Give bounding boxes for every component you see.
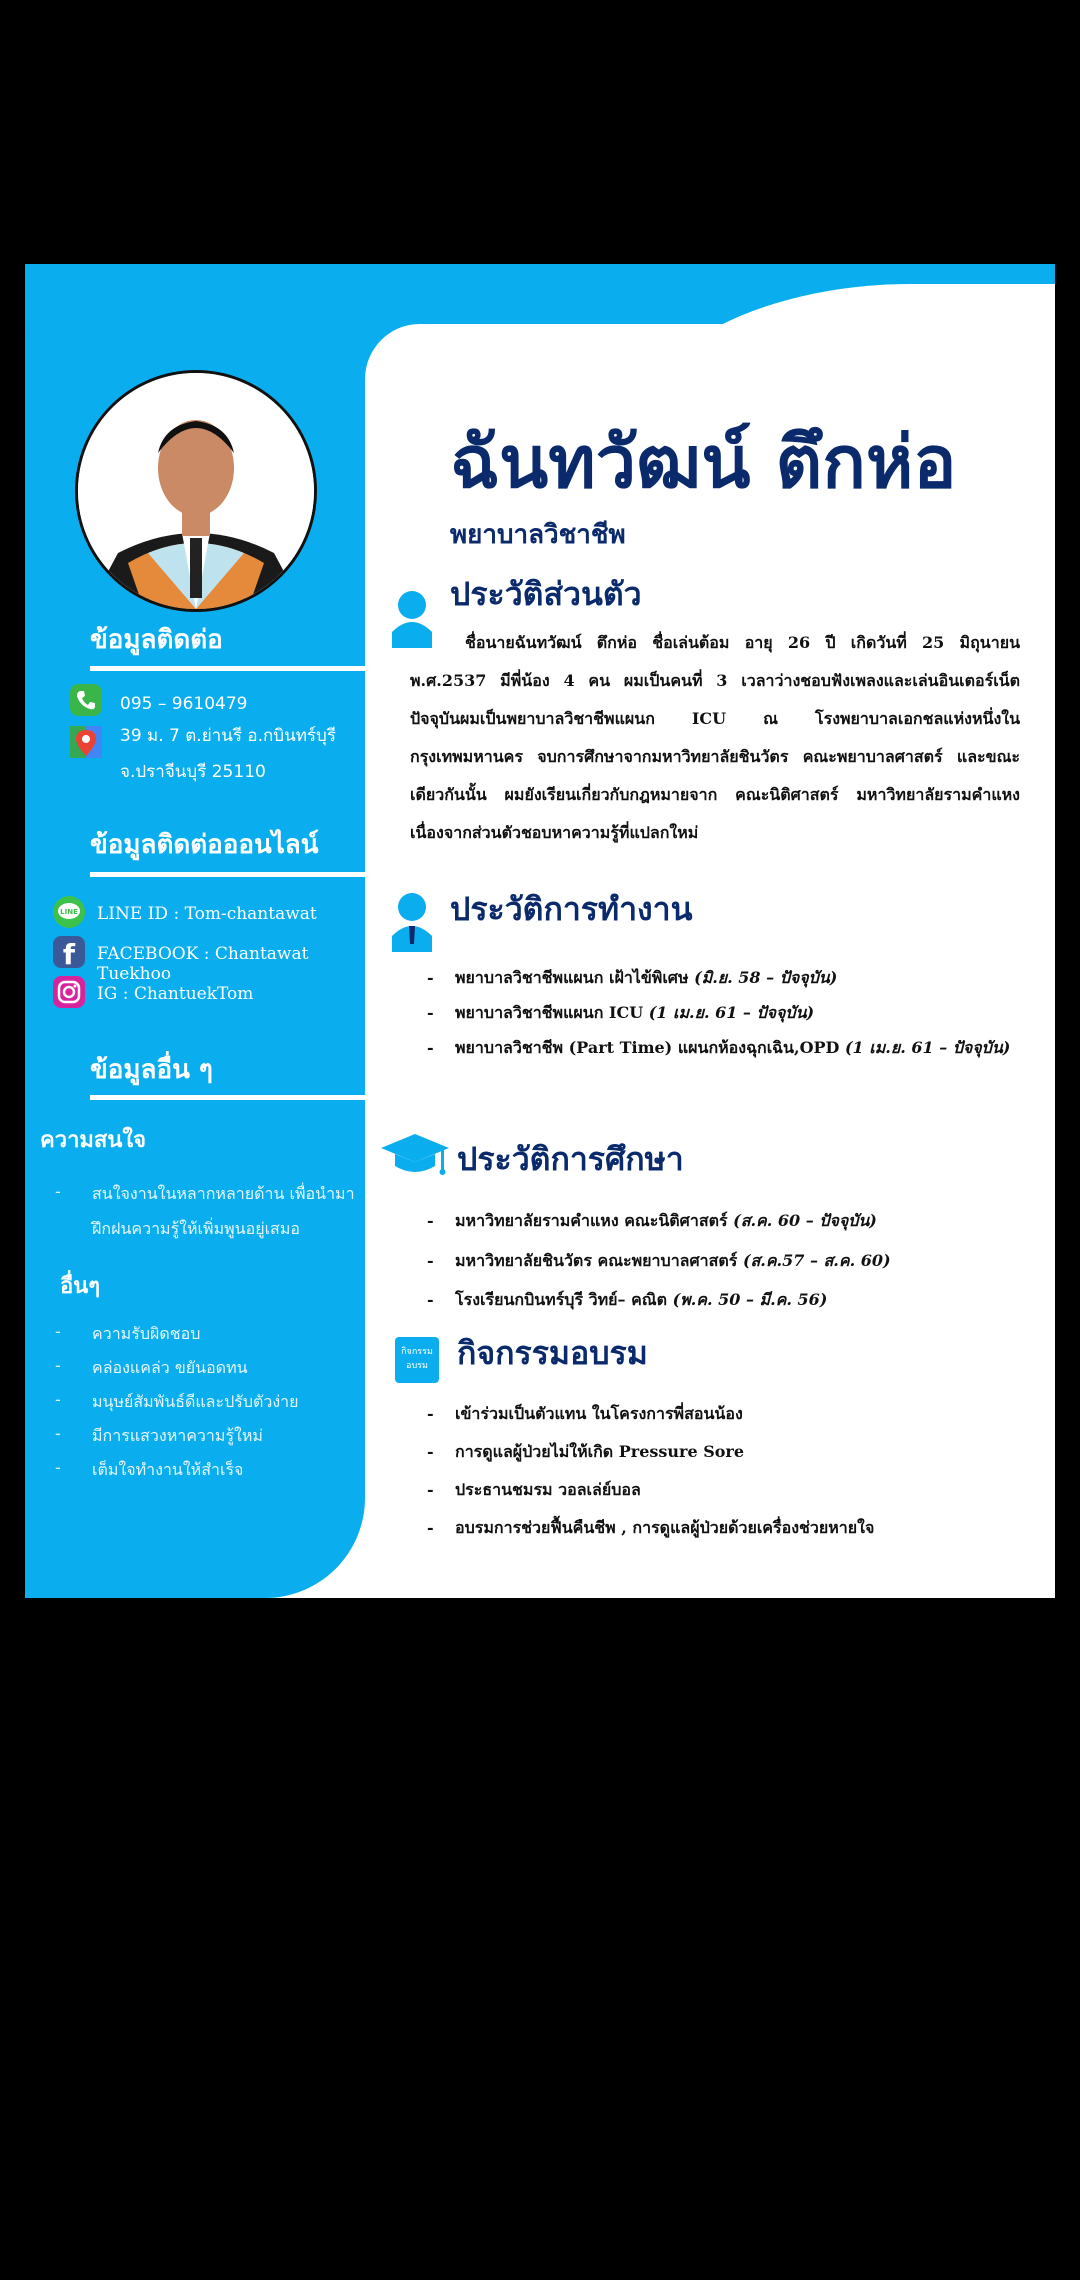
facebook-id[interactable]: FACEBOOK : Chantawat Tuekhoo xyxy=(97,944,309,984)
interest-item: สนใจงานในหลากหลายด้าน เพื่อนำมา xyxy=(92,1184,355,1203)
svg-text:f: f xyxy=(62,938,76,968)
instagram-icon xyxy=(53,976,85,1008)
interest-heading: ความสนใจ xyxy=(40,1127,147,1153)
address-line-2: จ.ปราจีนบุรี 25110 xyxy=(120,762,266,782)
misc-dash: - xyxy=(55,1390,61,1409)
profile-heading: ประวัติส่วนตัว xyxy=(450,575,642,613)
misc-dash: - xyxy=(55,1322,61,1341)
misc-heading: อื่นๆ xyxy=(60,1273,101,1299)
scroll-icon xyxy=(395,1337,439,1383)
misc-item: เต็มใจทำงานให้สำเร็จ xyxy=(92,1460,244,1479)
misc-dash: - xyxy=(55,1424,61,1443)
address-line-1: 39 ม. 7 ต.ย่านรี อ.กบินทร์บุรี xyxy=(120,726,336,746)
avatar xyxy=(75,370,317,612)
misc-item: คล่องแคล่ว ขยันอดทน xyxy=(92,1358,248,1377)
contact-rule xyxy=(90,666,390,671)
sidebar xyxy=(25,264,365,1598)
scroll-icon-label: กิจกรรม อบรม xyxy=(401,1347,433,1371)
misc-dash: - xyxy=(55,1458,61,1477)
svg-text:LINE: LINE xyxy=(60,908,78,916)
job-title: พยาบาลวิชาชีพ xyxy=(450,520,626,550)
page-title: ฉันทวัฒน์ ตึกห่อ xyxy=(450,419,957,504)
profile-text: ชื่อนายฉันทวัฒน์ ตึกห่อ ชื่อเล่นต้อม อายุ 26 ปี เกิดวันที่ 25 มิถุนายน พ.ศ.2537 มีพี่น้อง 4 คน ผมเป็นคนที่ 3 เวลาว่างชอบฟังเพลงและเล่นอินเตอร์เน็ต ปัจจุบันผมเป็นพยาบาลวิชาชีพแผนก ICU ณ โรงพยาบาลเอกชลแห่งหนึ่งในกรุงเทพมหานคร จบการศึกษาจากมหาวิทยาลัยชินวัตร คณะพยาบาลศาสตร์ และขณะเดียวกันนั้น ผมยังเรียนเกี่ยวกับกฎหมายจาก คณะนิติศาสตร์ มหาวิทยาลัยรามคำแหง เนื่องจากส่วนตัวชอบหาความรู้ที่แปลกใหม่ xyxy=(410,633,1020,842)
line-id[interactable]: LINE ID : Tom-chantawat xyxy=(97,904,317,924)
education-item: - โรงเรียนกบินทร์บุรี วิทย์– คณิต (พ.ค. 50 – มี.ค. 56) xyxy=(455,1283,1025,1316)
interest-dash-1: - xyxy=(55,1182,61,1201)
work-item: - พยาบาลวิชาชีพ (Part Time) แผนกห้องฉุกเฉิน,OPD (1 เม.ย. 61 – ปัจจุบัน) xyxy=(455,1031,1025,1064)
facebook-icon xyxy=(53,936,85,968)
other-heading: ข้อมูลอื่น ๆ xyxy=(90,1055,213,1085)
instagram-id[interactable]: IG : ChantuekTom xyxy=(97,984,254,1004)
education-heading: ประวัติการศึกษา xyxy=(457,1140,684,1178)
misc-item: มีการแสวงหาความรู้ใหม่ xyxy=(92,1426,263,1445)
work-heading: ประวัติการทำงาน xyxy=(450,890,693,928)
training-heading: กิจกรรมอบรม xyxy=(457,1334,648,1372)
other-rule xyxy=(90,1095,390,1100)
education-item: - มหาวิทยาลัยรามคำแหง คณะนิติศาสตร์ (ส.ค. 60 – ปัจจุบัน) xyxy=(455,1204,1025,1237)
phone-icon xyxy=(70,684,102,716)
graduation-cap-icon xyxy=(381,1134,449,1176)
training-item: - การดูแลผู้ป่วยไม่ให้เกิด Pressure Sore xyxy=(455,1435,1025,1468)
online-heading: ข้อมูลติดต่อออนไลน์ xyxy=(90,830,319,860)
training-item: - เข้าร่วมเป็นตัวแทน ในโครงการพี่สอนน้อง xyxy=(455,1397,1025,1430)
line-icon xyxy=(53,896,85,928)
resume-page xyxy=(25,264,1055,1598)
map-pin-icon xyxy=(70,726,102,758)
online-rule xyxy=(90,872,390,877)
training-item: - อบรมการช่วยฟื้นคืนชีพ , การดูแลผู้ป่วยด้วยเครื่องช่วยหายใจ xyxy=(455,1511,1025,1544)
contact-heading: ข้อมูลติดต่อ xyxy=(90,625,223,655)
education-item: - มหาวิทยาลัยชินวัตร คณะพยาบาลศาสตร์ (ส.ค.57 – ส.ค. 60) xyxy=(455,1244,1025,1277)
phone-number: 095 – 9610479 xyxy=(120,694,248,714)
misc-item: ความรับผิดชอบ xyxy=(92,1324,201,1343)
misc-dash: - xyxy=(55,1356,61,1375)
worker-icon xyxy=(390,892,434,952)
work-item: - พยาบาลวิชาชีพแผนก เฝ้าไข้พิเศษ (มิ.ย. 58 – ปัจจุบัน) xyxy=(455,961,1025,994)
interest-item: ฝึกฝนความรู้ให้เพิ่มพูนอยู่เสมอ xyxy=(92,1219,300,1238)
work-item: - พยาบาลวิชาชีพแผนก ICU (1 เม.ย. 61 – ปัจจุบัน) xyxy=(455,996,1025,1029)
misc-item: มนุษย์สัมพันธ์ดีและปรับตัวง่าย xyxy=(92,1392,299,1411)
training-item: - ประธานชมรม วอลเล่ย์บอล xyxy=(455,1473,1025,1506)
